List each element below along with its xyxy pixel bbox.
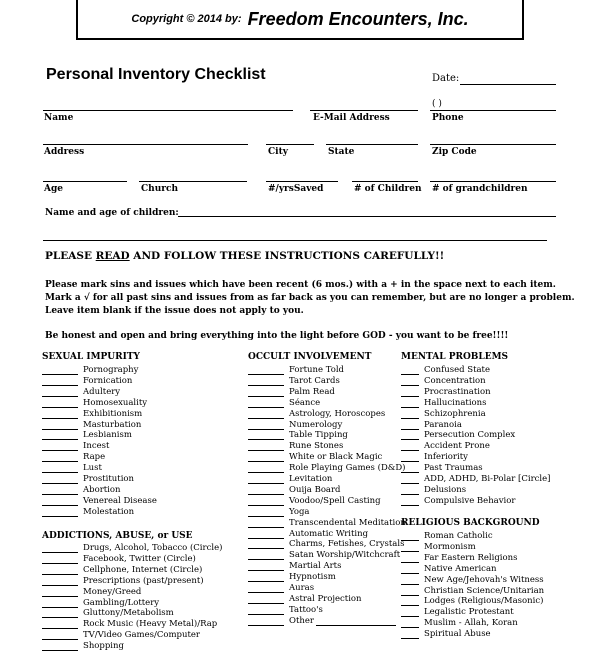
checklist-item-religious — [401, 553, 517, 563]
checklist-item-addictions — [42, 641, 124, 651]
checklist-item-addictions — [42, 630, 200, 640]
checklist-item-label: Shopping — [83, 641, 124, 652]
checklist-item-occult — [248, 452, 382, 462]
checklist-item-label: Numerology — [289, 419, 343, 430]
checklist-item-sexual — [42, 365, 138, 375]
state-field[interactable] — [326, 144, 418, 145]
checkbox-blank[interactable] — [401, 607, 419, 617]
checkbox-blank[interactable] — [248, 420, 284, 430]
checklist-item-addictions — [42, 565, 202, 575]
section-title-addictions: ADDICTIONS, ABUSE, or USE — [42, 531, 193, 541]
instruction-line-2: Mark a √ for all past sins and issues from as far back as you can remember, but are no longer a problem. — [45, 293, 575, 303]
checkbox-blank[interactable] — [42, 398, 78, 408]
phone-label: Phone — [432, 113, 464, 123]
checklist-item-addictions — [42, 619, 217, 629]
checklist-item-label: Drugs, Alcohol, Tobacco (Circle) — [83, 543, 223, 553]
checklist-item-label: Astrology, Horoscopes — [289, 408, 386, 419]
checkbox-blank[interactable] — [401, 553, 419, 563]
checklist-item-label: Paranoia — [424, 419, 462, 430]
checkbox-blank[interactable] — [248, 518, 284, 528]
checklist-item-label: Delusions — [424, 484, 467, 495]
checkbox-blank[interactable] — [42, 409, 78, 419]
checklist-item-label: Tattoo's — [289, 604, 323, 615]
checklist-item-occult — [248, 485, 341, 495]
instruction-line-1: Please mark sins and issues which have been recent (6 mos.) with a + in the space next to each item. — [45, 280, 556, 290]
instructions-heading — [45, 250, 444, 262]
checklist-item-occult — [248, 420, 342, 430]
checkbox-blank[interactable] — [401, 376, 419, 386]
checkbox-blank[interactable] — [42, 565, 78, 575]
checklist-item-mental — [401, 387, 491, 397]
checklist-item-sexual — [42, 507, 134, 517]
checkbox-blank[interactable] — [42, 543, 78, 553]
checklist-item-religious — [401, 575, 544, 585]
heading-read: READ — [95, 250, 130, 262]
checklist-item-mental — [401, 398, 487, 408]
section-title-occult: OCCULT INVOLVEMENT — [248, 352, 372, 362]
checklist-item-occult — [248, 409, 385, 419]
checklist-item-occult — [248, 529, 368, 539]
checklist-item-label: Role Playing Games (D&D) — [289, 463, 406, 474]
checklist-item-label: Concentration — [424, 375, 486, 386]
city-field[interactable] — [266, 144, 314, 145]
grandchildren-count-label: # of grandchildren — [432, 184, 528, 194]
checkbox-blank[interactable] — [401, 387, 419, 397]
checklist-item-label: White or Black Magic — [289, 452, 383, 463]
checklist-item-mental — [401, 420, 462, 430]
checklist-item-mental — [401, 376, 486, 386]
checklist-item-label: Yoga — [289, 506, 310, 517]
checklist-item-mental — [401, 430, 515, 440]
children-count-label: # of Children — [354, 184, 422, 194]
checklist-item-occult — [248, 507, 310, 517]
city-label: City — [268, 147, 288, 157]
checkbox-blank[interactable] — [248, 572, 284, 582]
email-label: E-Mail Address — [313, 113, 390, 123]
checklist-item-sexual — [42, 485, 121, 495]
checklist-item-occult — [248, 496, 381, 506]
checklist-item-sexual — [42, 376, 132, 386]
name-field[interactable] — [43, 110, 293, 111]
checklist-item-label: Procrastination — [424, 386, 491, 397]
zip-label: Zip Code — [432, 147, 477, 157]
age-label: Age — [44, 184, 64, 194]
checkbox-blank[interactable] — [42, 554, 78, 564]
checklist-item-sexual — [42, 452, 105, 462]
checkbox-blank[interactable] — [401, 575, 419, 585]
checkbox-blank[interactable] — [248, 485, 284, 495]
date-label: Date: — [432, 73, 460, 84]
copyright-banner — [76, 0, 524, 40]
page-title: Personal Inventory Checklist — [46, 66, 266, 83]
checklist-item-occult — [248, 605, 323, 615]
checklist-item-label: Table Tipping — [289, 430, 348, 441]
checklist-item-occult — [248, 474, 332, 484]
checkbox-blank[interactable] — [248, 529, 284, 539]
checkbox-blank[interactable] — [42, 619, 78, 629]
checkbox-blank[interactable] — [401, 430, 419, 440]
checklist-item-occult — [248, 572, 336, 582]
checklist-item-label: Legalistic Protestant — [424, 607, 514, 618]
checkbox-blank[interactable] — [401, 409, 419, 419]
checklist-item-label: Homosexuality — [83, 397, 148, 408]
checklist-item-label: Accident Prone — [424, 441, 490, 452]
checklist-item-mental — [401, 365, 490, 375]
checklist-item-sexual — [42, 474, 134, 484]
checkbox-blank[interactable] — [42, 587, 78, 597]
children-names-label: Name and age of children: — [45, 208, 179, 218]
section-title-religious: RELIGIOUS BACKGROUND — [401, 518, 540, 528]
checklist-item-label: Spiritual Abuse — [424, 629, 491, 640]
checklist-item-label: Cellphone, Internet (Circle) — [83, 564, 203, 575]
checklist-item-label: Rape — [83, 452, 106, 463]
checklist-item-label: Past Traumas — [424, 463, 483, 474]
checkbox-blank[interactable] — [42, 441, 78, 451]
checklist-item-sexual — [42, 430, 132, 440]
checklist-item-addictions — [42, 587, 141, 597]
checkbox-blank[interactable] — [248, 409, 284, 419]
checklist-item-occult — [248, 430, 348, 440]
checklist-item-label: TV/Video Games/Computer — [83, 630, 200, 641]
checkbox-blank[interactable] — [401, 474, 419, 484]
checkbox-blank[interactable] — [248, 583, 284, 593]
checklist-item-label: Satan Worship/Witchcraft — [289, 550, 401, 561]
checkbox-blank[interactable] — [248, 605, 284, 615]
checklist-item-label: Prostitution — [83, 474, 135, 484]
checklist-item-mental — [401, 485, 466, 495]
checkbox-blank[interactable] — [401, 485, 419, 495]
checklist-item-label: Adultery — [83, 386, 121, 397]
checklist-item-mental — [401, 496, 515, 506]
checkbox-blank[interactable] — [42, 430, 78, 440]
grandchildren-count-field[interactable] — [430, 181, 556, 182]
checkbox-blank[interactable] — [42, 630, 78, 640]
checklist-item-label: Inferiority — [424, 452, 468, 463]
checklist-item-mental — [401, 463, 483, 473]
checklist-item-label: Automatic Writing — [289, 528, 369, 539]
checkbox-blank[interactable] — [401, 496, 419, 506]
checklist-item-label: Prescriptions (past/present) — [83, 575, 204, 586]
instruction-line-3: Leave item blank if the issue does not apply to you. — [45, 306, 304, 316]
checklist-item-occult — [248, 539, 404, 549]
checklist-item-addictions — [42, 608, 174, 618]
checkbox-blank[interactable] — [42, 496, 78, 506]
checklist-item-label: Astral Projection — [289, 593, 362, 604]
checklist-item-label: Persecution Complex — [424, 430, 516, 441]
email-field[interactable] — [310, 110, 418, 111]
checklist-item-religious — [401, 564, 497, 574]
checklist-item-label: Facebook, Twitter (Circle) — [83, 553, 196, 564]
checklist-item-label: Muslim - Allah, Koran — [424, 618, 518, 629]
checklist-item-addictions — [42, 598, 159, 608]
checklist-item-occult — [248, 583, 314, 593]
checklist-item-label: Tarot Cards — [289, 375, 340, 386]
checkbox-blank[interactable] — [401, 542, 419, 552]
checklist-item-sexual — [42, 463, 102, 473]
checklist-item-label: Money/Greed — [83, 586, 142, 597]
zip-field[interactable] — [430, 144, 556, 145]
children-names-field-2[interactable] — [43, 240, 547, 241]
checklist-item-label: Pornography — [83, 365, 139, 375]
instruction-line-4: Be honest and open and bring everything into the light before GOD - you want to be free!!!! — [45, 331, 509, 341]
checklist-item-label: Roman Catholic — [424, 531, 493, 541]
checklist-item-label: Gambling/Lottery — [83, 597, 160, 608]
checklist-item-mental — [401, 441, 490, 451]
checkbox-blank[interactable] — [42, 365, 78, 375]
name-label: Name — [44, 113, 74, 123]
yrs-saved-field[interactable] — [266, 181, 338, 182]
checklist-item-label: Séance — [289, 397, 321, 408]
checklist-item-religious — [401, 531, 493, 541]
children-names-field[interactable] — [178, 216, 556, 217]
checklist-item-occult — [248, 518, 406, 528]
checkbox-blank[interactable] — [248, 430, 284, 440]
checklist-item-label: Incest — [83, 441, 110, 452]
checklist-item-occult — [248, 376, 340, 386]
checkbox-blank[interactable] — [248, 616, 284, 626]
checklist-item-sexual — [42, 398, 147, 408]
checklist-item-sexual — [42, 409, 142, 419]
checklist-item-occult — [248, 441, 343, 451]
age-field[interactable] — [43, 181, 127, 182]
checklist-item-label: Hallucinations — [424, 397, 487, 408]
checklist-item-label: Schizophrenia — [424, 408, 486, 419]
checkbox-blank[interactable] — [248, 365, 284, 375]
checkbox-blank[interactable] — [401, 586, 419, 596]
checklist-item-occult — [248, 463, 405, 473]
checkbox-blank[interactable] — [248, 387, 284, 397]
checkbox-blank[interactable] — [42, 608, 78, 618]
checkbox-blank[interactable] — [248, 376, 284, 386]
checkbox-blank[interactable] — [248, 594, 284, 604]
checkbox-blank[interactable] — [42, 485, 78, 495]
checkbox-blank[interactable] — [401, 365, 419, 375]
checklist-item-label: Compulsive Behavior — [424, 495, 516, 506]
checkbox-blank[interactable] — [42, 474, 78, 484]
checklist-item-label: Martial Arts — [289, 561, 342, 572]
checkbox-blank[interactable] — [42, 641, 78, 651]
checklist-item-sexual — [42, 441, 109, 451]
checkbox-blank[interactable] — [401, 452, 419, 462]
checklist-item-religious — [401, 586, 544, 596]
checklist-item-religious — [401, 542, 476, 552]
checklist-item-label: Transcendental Meditation — [289, 517, 406, 528]
checklist-item-label: Rock Music (Heavy Metal)/Rap — [83, 619, 218, 630]
phone-field[interactable] — [430, 110, 556, 111]
date-field[interactable] — [460, 84, 556, 85]
checklist-item-sexual — [42, 420, 141, 430]
checklist-item-religious — [401, 607, 514, 617]
address-label: Address — [44, 147, 85, 157]
checklist-item-sexual — [42, 496, 157, 506]
checkbox-blank[interactable] — [248, 539, 284, 549]
checklist-item-label: Gluttony/Metabolism — [83, 608, 174, 619]
phone-area-code: ( ) — [432, 99, 442, 109]
checklist-item-label: Fortune Told — [289, 365, 344, 375]
checklist-item-label: Levitation — [289, 474, 333, 484]
checklist-item-label: Voodoo/Spell Casting — [289, 495, 381, 506]
checklist-item-label: Venereal Disease — [83, 495, 157, 506]
checkbox-blank[interactable] — [401, 420, 419, 430]
checkbox-blank[interactable] — [248, 398, 284, 408]
checklist-item-mental — [401, 452, 468, 462]
checklist-item-label: Fornication — [83, 375, 133, 386]
checklist-item-addictions — [42, 543, 222, 553]
checklist-item-label: Exhibitionism — [83, 408, 143, 419]
checklist-item-label: Lodges (Religious/Masonic) — [424, 596, 544, 607]
checkbox-blank[interactable] — [401, 463, 419, 473]
checklist-item-label: Palm Read — [289, 386, 335, 397]
checklist-item-label: Far Eastern Religions — [424, 552, 518, 563]
checklist-item-label: Mormonism — [424, 541, 476, 552]
children-count-field[interactable] — [352, 181, 418, 182]
checklist-item-religious — [401, 618, 518, 628]
church-label: Church — [141, 184, 179, 194]
checklist-item-label: Charms, Fetishes, Crystals — [289, 539, 405, 550]
checklist-item-label: Masturbation — [83, 419, 142, 430]
yrs-saved-label: #/yrsSaved — [268, 184, 324, 194]
checklist-item-label: Confused State — [424, 365, 491, 375]
heading-part-1: PLEASE — [45, 250, 96, 262]
checkbox-blank[interactable] — [248, 496, 284, 506]
checkbox-blank[interactable] — [248, 507, 284, 517]
checkbox-blank[interactable] — [401, 564, 419, 574]
checkbox-blank[interactable] — [248, 550, 284, 560]
checklist-item-label: Lesbianism — [83, 430, 132, 441]
checklist-item-occult — [248, 387, 335, 397]
other-field[interactable] — [316, 616, 396, 626]
checklist-item-mental — [401, 474, 550, 484]
checkbox-blank[interactable] — [42, 598, 78, 608]
checkbox-blank[interactable] — [401, 531, 419, 541]
checkbox-blank[interactable] — [401, 596, 419, 606]
checkbox-blank[interactable] — [42, 387, 78, 397]
checkbox-blank[interactable] — [401, 629, 419, 639]
checklist-item-occult — [248, 594, 362, 604]
checkbox-blank[interactable] — [248, 463, 284, 473]
copyright-text: Copyright © 2014 by: — [131, 13, 242, 25]
checklist-item-occult — [248, 561, 341, 571]
checklist-item-label: Rune Stones — [289, 441, 344, 452]
company-name: Freedom Encounters, Inc. — [247, 8, 469, 29]
checklist-item-label: Lust — [83, 463, 102, 474]
checklist-item-label: Native American — [424, 563, 497, 574]
address-field[interactable] — [43, 144, 248, 145]
checkbox-blank[interactable] — [42, 507, 78, 517]
section-title-sexual: SEXUAL IMPURITY — [42, 352, 140, 362]
checkbox-blank[interactable] — [42, 420, 78, 430]
checkbox-blank[interactable] — [42, 463, 78, 473]
checklist-item-mental — [401, 409, 486, 419]
checkbox-blank[interactable] — [42, 452, 78, 462]
checklist-item-label: Auras — [289, 583, 315, 593]
church-field[interactable] — [139, 181, 247, 182]
checklist-item-label: Molestation — [83, 506, 135, 517]
checkbox-blank[interactable] — [248, 474, 284, 484]
checkbox-blank[interactable] — [248, 441, 284, 451]
checklist-item-occult — [248, 398, 320, 408]
checklist-item-label: Other — [289, 615, 314, 626]
checkbox-blank[interactable] — [42, 576, 78, 586]
checklist-item-sexual — [42, 387, 120, 397]
checklist-item-label: ADD, ADHD, Bi-Polar [Circle] — [424, 474, 551, 484]
checkbox-blank[interactable] — [248, 452, 284, 462]
checklist-item-occult — [248, 365, 344, 375]
checklist-item-addictions — [42, 576, 204, 586]
checklist-item-label: New Age/Jehovah's Witness — [424, 574, 544, 585]
checklist-item-religious — [401, 596, 543, 606]
checklist-item-occult — [248, 550, 400, 560]
checklist-item-occult — [248, 616, 396, 626]
checkbox-blank[interactable] — [401, 398, 419, 408]
checkbox-blank[interactable] — [401, 441, 419, 451]
checkbox-blank[interactable] — [42, 376, 78, 386]
state-label: State — [328, 147, 355, 157]
section-title-mental: MENTAL PROBLEMS — [401, 352, 509, 362]
checklist-item-addictions — [42, 554, 196, 564]
checklist-item-label: Ouija Board — [289, 484, 341, 495]
checkbox-blank[interactable] — [248, 561, 284, 571]
checklist-item-label: Hypnotism — [289, 572, 336, 583]
heading-part-2: AND FOLLOW THESE INSTRUCTIONS CAREFULLY!! — [129, 250, 445, 262]
checkbox-blank[interactable] — [401, 618, 419, 628]
checklist-item-label: Abortion — [83, 484, 121, 495]
checklist-item-label: Christian Science/Unitarian — [424, 585, 545, 596]
checklist-item-religious — [401, 629, 491, 639]
